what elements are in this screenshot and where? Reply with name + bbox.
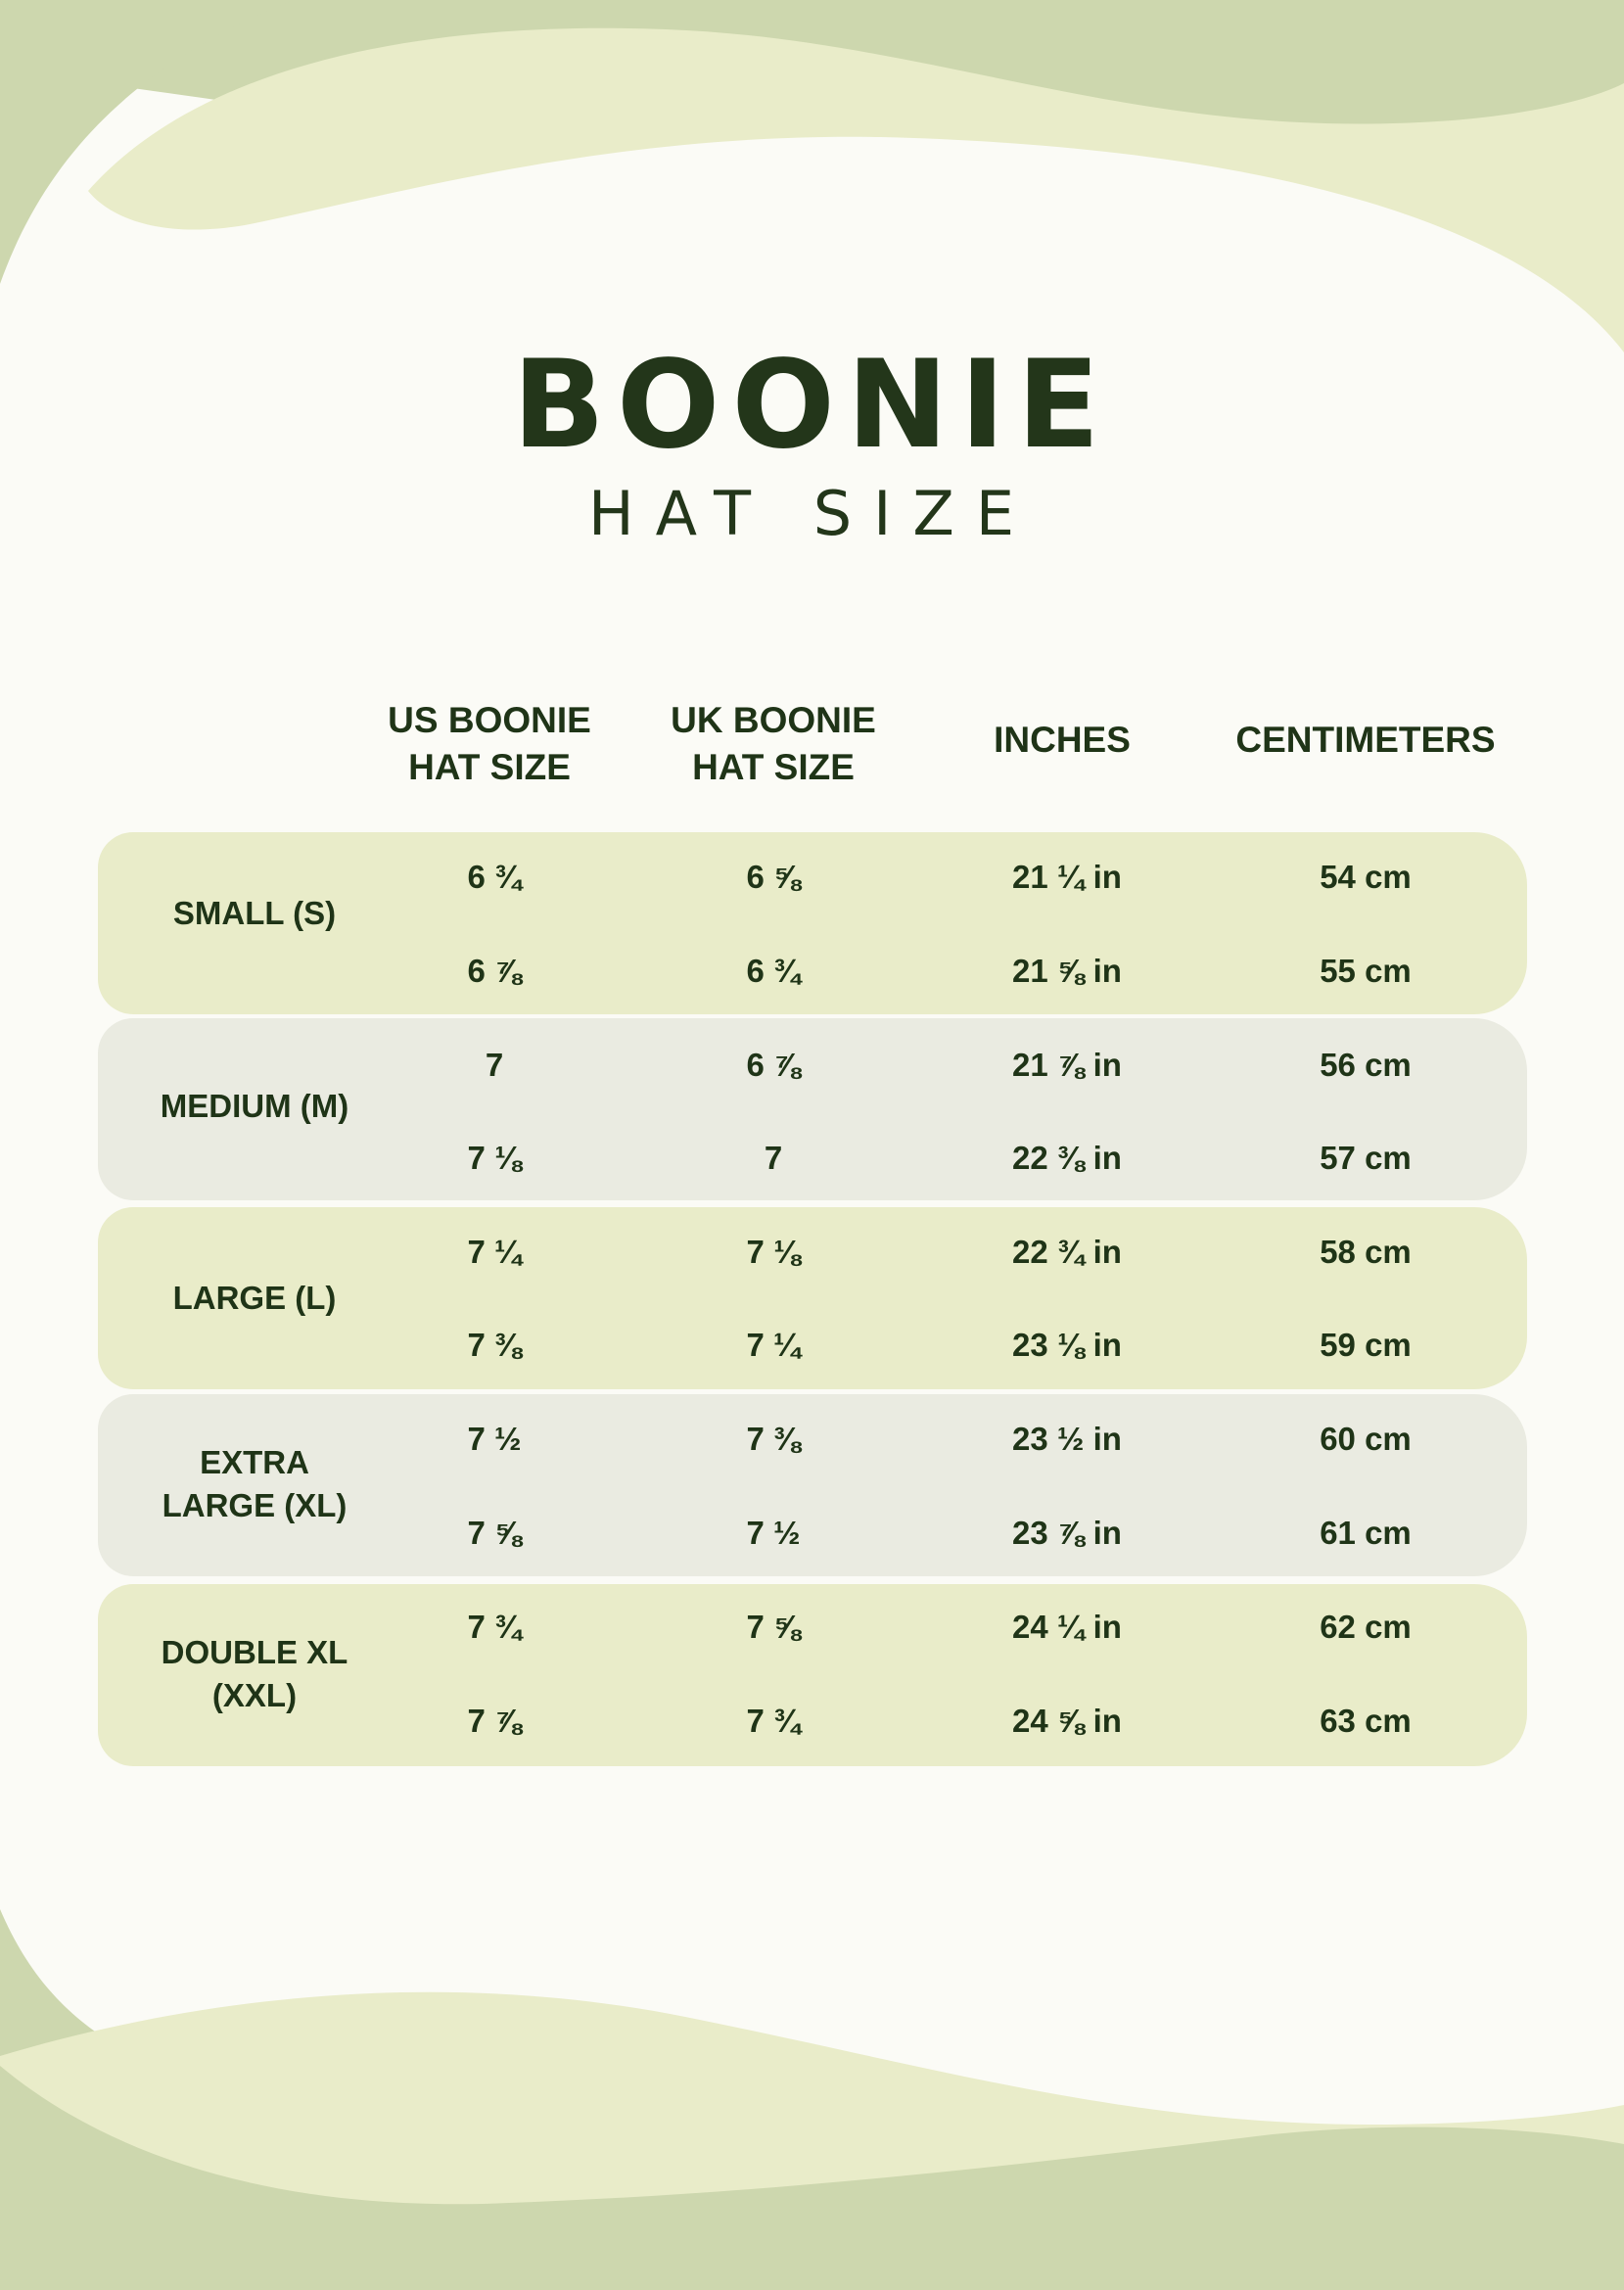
- table-cell: 24 ⅝ in: [1012, 1703, 1122, 1739]
- table-cell: 23 ⅞ in: [1012, 1515, 1122, 1551]
- table-cell: 22 ⅜ in: [1012, 1140, 1122, 1176]
- table-cell: 7: [764, 1140, 783, 1176]
- table-cell: 59 cm: [1320, 1327, 1412, 1363]
- table-cell: 23 ⅛ in: [1012, 1327, 1122, 1363]
- table-cell: 7 ¾: [746, 1703, 801, 1739]
- column-header-uk: UK BOONIE HAT SIZE: [671, 700, 876, 787]
- table-cell: 21 ¼ in: [1012, 859, 1122, 895]
- table-cell: 24 ¼ in: [1012, 1609, 1122, 1645]
- table-cell: 6 ⅝: [746, 859, 801, 895]
- size-label-medium: MEDIUM (M): [160, 1088, 349, 1124]
- table-cell: 55 cm: [1320, 953, 1412, 989]
- table-cell: 7: [485, 1047, 504, 1083]
- table-cell: 21 ⅞ in: [1012, 1047, 1122, 1083]
- size-label-small: SMALL (S): [172, 895, 337, 931]
- table-cell: 7 ¾: [467, 1609, 522, 1645]
- page-title: BOONIE: [512, 335, 1112, 476]
- table-cell: 7 ¼: [746, 1327, 801, 1363]
- size-label-large: LARGE (L): [172, 1280, 337, 1316]
- table-cell: 62 cm: [1320, 1609, 1412, 1645]
- table-cell: 63 cm: [1320, 1703, 1412, 1739]
- table-cell: 22 ¾ in: [1012, 1234, 1122, 1270]
- table-cell: 57 cm: [1320, 1140, 1412, 1176]
- table-cell: 58 cm: [1320, 1234, 1412, 1270]
- table-cell: 7 ⅜: [746, 1421, 801, 1457]
- table-cell: 60 cm: [1320, 1421, 1412, 1457]
- table-cell: 61 cm: [1320, 1515, 1412, 1551]
- column-header-inches: INCHES: [994, 720, 1131, 760]
- table-cell: 21 ⅝ in: [1012, 953, 1122, 989]
- table-cell: 7 ⅛: [746, 1234, 801, 1270]
- table-cell: 7 ¼: [467, 1234, 522, 1270]
- size-label-extra-large: EXTRA LARGE (XL): [162, 1444, 348, 1523]
- table-cell: 7 ⅛: [467, 1140, 522, 1176]
- table-cell: 6 ¾: [746, 953, 801, 989]
- page-subtitle: HAT SIZE: [587, 478, 1037, 549]
- table-cell: 54 cm: [1320, 859, 1412, 895]
- column-header-centimeters: CENTIMETERS: [1235, 720, 1496, 760]
- table-cell: 7 ½: [467, 1421, 522, 1457]
- table-cell: 7 ⅝: [467, 1515, 522, 1551]
- table-cell: 7 ⅞: [467, 1703, 522, 1739]
- table-cell: 6 ¾: [467, 859, 522, 895]
- size-label-double-xl: DOUBLE XL (XXL): [161, 1634, 348, 1713]
- table-cell: 7 ⅜: [467, 1327, 522, 1363]
- table-cell: 6 ⅞: [746, 1047, 801, 1083]
- table-cell: 23 ½ in: [1012, 1421, 1122, 1457]
- table-cell: 7 ½: [746, 1515, 801, 1551]
- table-cell: 56 cm: [1320, 1047, 1412, 1083]
- table-cell: 7 ⅝: [746, 1609, 801, 1645]
- column-header-us: US BOONIE HAT SIZE: [388, 700, 591, 787]
- table-cell: 6 ⅞: [467, 953, 522, 989]
